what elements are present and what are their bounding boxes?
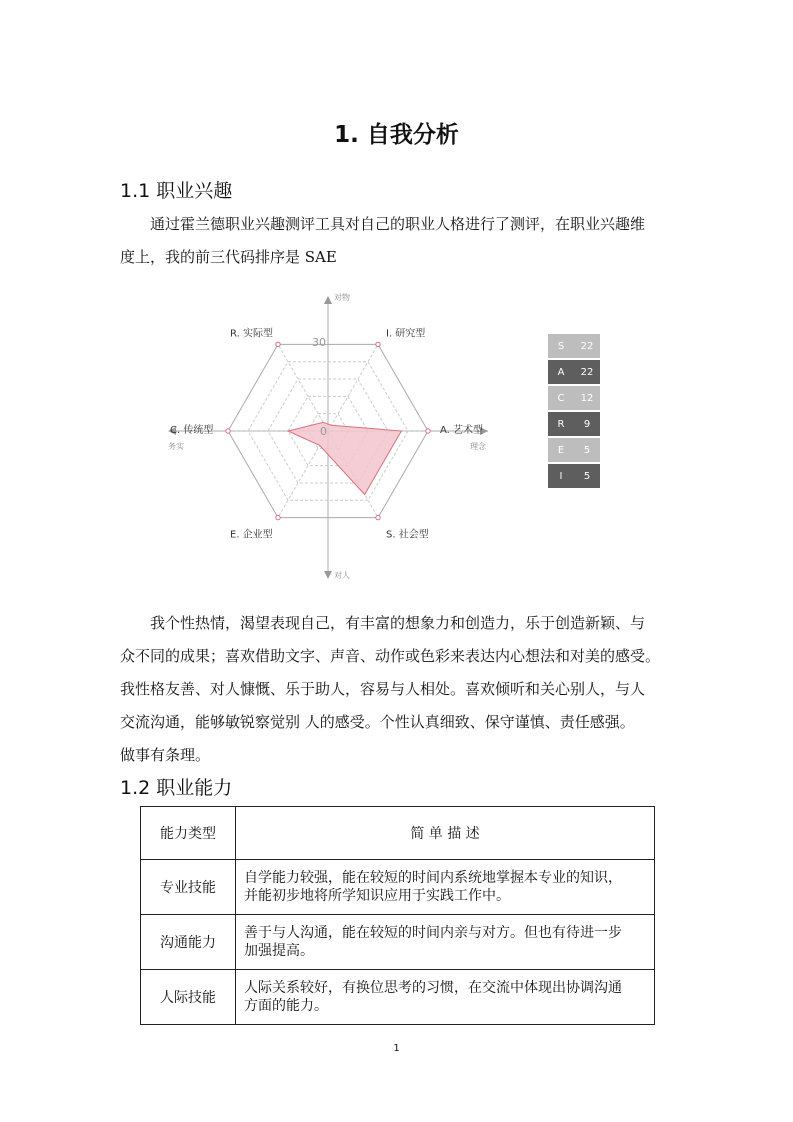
personality-paragraph bbox=[120, 607, 675, 772]
legend-entry bbox=[548, 360, 600, 384]
radar-axis-label: A. 艺术型 bbox=[440, 425, 484, 436]
section-heading-interest: 1.1 职业兴趣 bbox=[120, 180, 233, 202]
legend-value: 12 bbox=[580, 392, 594, 404]
legend-entry bbox=[548, 464, 600, 488]
table-row bbox=[141, 970, 655, 1025]
table-row bbox=[141, 860, 655, 915]
ability-desc: 人际关系较好，有换位思考的习惯，在交流中体现出协调沟通 方面的能力。 bbox=[236, 970, 655, 1025]
radar-axis-label: I. 研究型 bbox=[386, 328, 426, 340]
radar-data-area bbox=[288, 422, 401, 494]
ability-type: 沟通能力 bbox=[141, 915, 236, 970]
radar-vertex-marker bbox=[376, 515, 380, 519]
section-heading-ability: 1.2 职业能力 bbox=[120, 777, 233, 799]
radar-vertex-marker bbox=[276, 342, 280, 346]
ability-type: 专业技能 bbox=[141, 860, 236, 915]
desc-line: 我个性热情，渴望表现自己，有丰富的想象力和创造力，乐于创造新颖、与 bbox=[150, 614, 646, 632]
arrow-up-icon bbox=[324, 296, 332, 304]
legend-entry bbox=[548, 412, 600, 436]
radar-direction-label: 对人 bbox=[334, 571, 350, 580]
radar-direction-label: 务实 bbox=[168, 442, 184, 451]
radar-axis-label: E. 企业型 bbox=[230, 529, 273, 541]
legend-value: 22 bbox=[580, 340, 594, 352]
radar-vertex-marker bbox=[426, 429, 430, 433]
intro-paragraph bbox=[120, 208, 675, 274]
radar-spoke bbox=[278, 344, 328, 431]
desc-line: 我性格友善、对人慷慨、乐于助人，容易与人相处。喜欢倾听和关心别人，与人 bbox=[120, 680, 646, 698]
radar-vertex-marker bbox=[376, 342, 380, 346]
legend-key: C bbox=[557, 392, 565, 404]
intro-line: 通过霍兰德职业兴趣测评工具对自己的职业人格进行了测评，在职业兴趣维 bbox=[150, 215, 646, 233]
radar-axis-label: C. 传统型 bbox=[170, 425, 214, 436]
radar-direction-label: 理念 bbox=[470, 442, 486, 451]
table-row bbox=[141, 915, 655, 970]
table-header-row bbox=[141, 807, 655, 860]
table-header: 能力类型 bbox=[141, 807, 236, 860]
desc-line: 交流沟通，能够敏锐察觉别 人的感受。个性认真细致、保守谨慎、责任感强。 bbox=[120, 713, 635, 731]
intro-line: 度上，我的前三代码排序是 SAE bbox=[120, 248, 337, 266]
radar-axis-label: S. 社会型 bbox=[386, 529, 429, 541]
radar-spoke bbox=[328, 344, 378, 431]
radar-scale-label: 30 bbox=[312, 336, 326, 349]
legend-entry bbox=[548, 386, 600, 410]
radar-scale-label: 0 bbox=[320, 425, 327, 438]
legend-value: 9 bbox=[583, 418, 591, 430]
legend-value: 5 bbox=[583, 444, 591, 456]
ability-table bbox=[140, 806, 655, 1025]
score-legend bbox=[548, 334, 600, 490]
legend-key: I bbox=[559, 470, 563, 482]
legend-key: R bbox=[557, 418, 565, 430]
page-number: 1 bbox=[393, 1043, 400, 1054]
table-header: 简 单 描 述 bbox=[236, 807, 655, 860]
arrow-down-icon bbox=[324, 571, 332, 579]
radar-axis-label: R. 实际型 bbox=[230, 328, 273, 340]
ability-desc: 自学能力较强，能在较短的时间内系统地掌握本专业的知识， 并能初步地将所学知识应用于实践工作中。 bbox=[236, 860, 655, 915]
legend-value: 22 bbox=[580, 366, 594, 378]
ability-type: 人际技能 bbox=[141, 970, 236, 1025]
legend-key: A bbox=[557, 366, 565, 378]
legend-entry bbox=[548, 334, 600, 358]
legend-key: S bbox=[557, 340, 565, 352]
ability-desc: 善于与人沟通，能在较短的时间内亲与对方。但也有待进一步 加强提高。 bbox=[236, 915, 655, 970]
legend-entry bbox=[548, 438, 600, 462]
desc-line: 众不同的成果；喜欢借助文字、声音、动作或色彩来表达内心想法和对美的感受。 bbox=[120, 647, 661, 665]
legend-value: 5 bbox=[583, 470, 591, 482]
holland-radar-chart bbox=[160, 288, 500, 588]
radar-direction-label: 对物 bbox=[334, 293, 350, 302]
legend-key: E bbox=[557, 444, 565, 456]
radar-vertex-marker bbox=[226, 429, 230, 433]
radar-vertex-marker bbox=[276, 515, 280, 519]
desc-line: 做事有条理。 bbox=[120, 746, 211, 764]
page-title: 1. 自我分析 bbox=[334, 122, 459, 148]
